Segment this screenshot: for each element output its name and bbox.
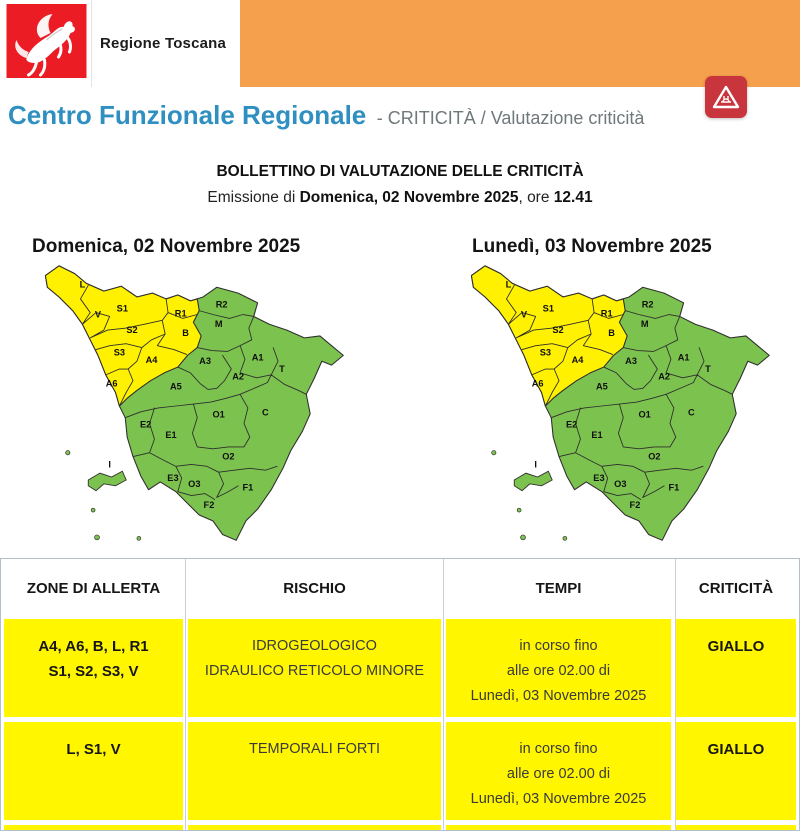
table-header-risk: RISCHIO [188, 562, 441, 614]
zone-label-A2: A2 [658, 371, 671, 382]
time-line: alle ore 02.00 di [506, 766, 611, 782]
zone-label-A6: A6 [531, 378, 544, 389]
zone-label-F1: F1 [668, 482, 680, 493]
zone-label-O3: O3 [188, 478, 201, 489]
time-line: Lunedì, 03 Novembre 2025 [470, 791, 647, 807]
zone-label-C: C [262, 407, 269, 418]
zone-label-T: T [705, 363, 711, 374]
risk-line: TEMPORALI FORTI [248, 741, 381, 757]
zone-label-I: I [108, 459, 111, 470]
row-1-level [676, 619, 796, 717]
zone-label-A4: A4 [571, 355, 584, 366]
zone-label-F2: F2 [629, 500, 641, 511]
zone-label-R2: R2 [215, 299, 228, 310]
risk-line: IDRAULICO RETICOLO MINORE [204, 663, 425, 679]
row-2-risk [188, 722, 441, 820]
row-1-zones [4, 619, 183, 717]
zone-label-O1: O1 [212, 409, 225, 420]
row-3-zones [4, 825, 183, 831]
row-3-level [676, 825, 796, 831]
zone-label-O3: O3 [614, 478, 627, 489]
zones-line: S1, S2, S3, V [48, 663, 139, 680]
page-title: Centro Funzionale Regionale [8, 100, 367, 130]
logo-divider [91, 0, 92, 87]
row-2-level [676, 722, 796, 820]
row-3-time [446, 825, 671, 831]
zone-label-S1: S1 [116, 303, 128, 314]
zone-label-R2: R2 [641, 299, 654, 310]
zone-label-V: V [520, 309, 528, 320]
zone-label-A3: A3 [625, 356, 637, 367]
row-2-time [446, 722, 671, 820]
zone-label-S3: S3 [113, 347, 126, 358]
zone-label-O2: O2 [222, 451, 235, 462]
header-bar [0, 0, 800, 87]
logo-container [0, 0, 240, 87]
table-column-divider [185, 559, 186, 830]
row-2-zones [4, 722, 183, 820]
zone-label-A1: A1 [251, 352, 264, 363]
zone-label-L: L [505, 279, 512, 290]
zones-line: L, S1, V [66, 741, 121, 758]
zone-label-F1: F1 [242, 482, 254, 493]
pegasus-icon [5, 4, 88, 78]
zone-label-O2: O2 [648, 451, 661, 462]
zone-label-M: M [640, 319, 649, 330]
zone-label-R1: R1 [600, 308, 613, 319]
table-header-level: CRITICITÀ [676, 562, 796, 614]
zone-label-E1: E1 [591, 430, 603, 441]
zone-label-V: V [94, 309, 102, 320]
zone-label-A1: A1 [677, 352, 690, 363]
emission-mid: , ore [518, 189, 554, 206]
zone-label-O1: O1 [638, 409, 651, 420]
zone-label-E3: E3 [593, 472, 605, 483]
zone-label-S3: S3 [539, 347, 552, 358]
row-1-risk [188, 619, 441, 717]
table-header-zones: ZONE DI ALLERTA [4, 562, 183, 614]
zone-label-S2: S2 [552, 325, 564, 335]
zone-label-R1: R1 [174, 308, 187, 319]
criticality-map-day1 [26, 260, 388, 552]
tuscany-map-svg [26, 260, 388, 552]
logo-text: Regione Toscana [100, 35, 227, 52]
map-title-day1: Domenica, 02 Novembre 2025 [32, 236, 301, 257]
zone-label-E2: E2 [140, 419, 152, 430]
zone-label-S2: S2 [126, 325, 138, 335]
row-3-risk [188, 825, 441, 831]
emission-date: Domenica, 02 Novembre 2025 [299, 189, 519, 206]
emission-prefix: Emissione di [207, 189, 300, 206]
zone-label-A5: A5 [595, 381, 608, 392]
zone-label-B: B [608, 327, 615, 338]
page-heading [8, 100, 792, 131]
zones-line: A4, A6, B, L, R1 [38, 638, 149, 655]
tuscany-map-svg [452, 260, 800, 552]
zone-label-M: M [214, 319, 223, 330]
zone-label-F2: F2 [203, 500, 215, 511]
row-1-time [446, 619, 671, 717]
map-title-day2: Lunedì, 03 Novembre 2025 [472, 236, 712, 257]
zone-label-I: I [534, 459, 537, 470]
criticality-value: GIALLO [707, 638, 765, 655]
time-line: Lunedì, 03 Novembre 2025 [470, 688, 647, 704]
zone-label-E3: E3 [167, 472, 179, 483]
risk-line: IDROGEOLOGICO [252, 638, 377, 654]
zone-label-S1: S1 [542, 303, 554, 314]
zone-label-T: T [279, 363, 285, 374]
zone-label-E2: E2 [566, 419, 578, 430]
bulletin-emission [0, 189, 800, 207]
zone-label-A3: A3 [199, 356, 211, 367]
zone-label-B: B [182, 327, 189, 338]
table-header-time: TEMPI [446, 562, 671, 614]
emission-time: 12.41 [553, 189, 593, 206]
zone-label-C: C [688, 407, 695, 418]
zone-label-L: L [79, 279, 86, 290]
alert-table [0, 558, 800, 831]
zone-label-A4: A4 [145, 355, 158, 366]
time-line: in corso fino [519, 638, 598, 654]
bulletin-title: BOLLETTINO DI VALUTAZIONE DELLE CRITICITÀ [216, 163, 584, 180]
time-line: in corso fino [519, 741, 598, 757]
zone-label-A5: A5 [169, 381, 182, 392]
table-column-divider [443, 559, 444, 830]
zone-label-A2: A2 [232, 371, 245, 382]
criticality-map-day2 [452, 260, 800, 552]
criticality-value: GIALLO [707, 741, 765, 758]
regione-toscana-logo [5, 4, 88, 78]
page-subtitle: - CRITICITÀ / Valutazione criticità [376, 108, 645, 128]
zone-label-A6: A6 [105, 378, 118, 389]
time-line: alle ore 02.00 di [506, 663, 611, 679]
zone-label-E1: E1 [165, 430, 177, 441]
